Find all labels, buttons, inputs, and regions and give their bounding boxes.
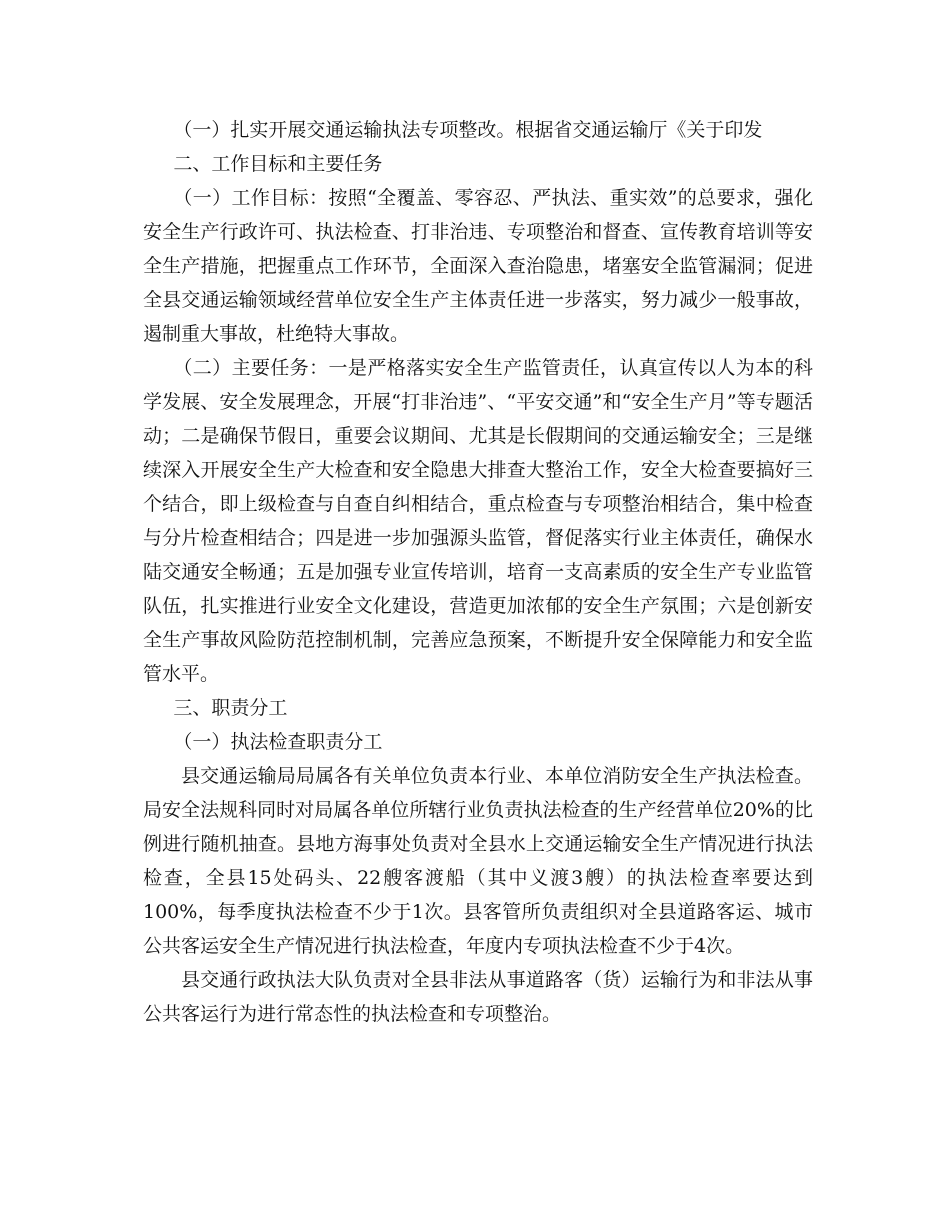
paragraph-work-goals: （一）工作目标：按照“全覆盖、零容忍、严执法、重实效”的总要求，强化安全生产行政许可、执法检查、打非治违、专项整治和督查、宣传教育培训等安全生产措施，把握重点工作环节，全面深入查治隐患，堵塞安全监管漏洞；促进全县交通运输领域经营单位安全生产主体责任进一步落实，努力减少一般事故，遏制重大事故，杜绝特大事故。 — [143, 187, 813, 345]
paragraph-enforcement-brigade-duties: 县交通行政执法大队负责对全县非法从事道路客（货）运输行为和非法从事公共客运行为进行常态性的执法检查和专项整治。 — [143, 969, 813, 1025]
paragraph-bureau-units-duties: 县交通运输局局属各有关单位负责本行业、本单位消防安全生产执法检查。局安全法规科同时对局属各单位所辖行业负责执法检查的生产经营单位20%的比例进行随机抽查。县地方海事处负责对全县水上交通运输安全生产情况进行执法检查，全县15处码头、22艘客渡船（其中义渡3艘）的执法检查率要达到100%，每季度执法检查不少于1次。县客管所负责组织对全县道路客运、城市公共客运安全生产情况进行执法检查，年度内专项执法检查不少于4次。 — [143, 765, 813, 957]
subsection-heading-enforcement-duties: （一）执法检查职责分工 — [173, 731, 383, 753]
section-item-enforcement-rectification: （一）扎实开展交通运输执法专项整改。根据省交通运输厅《关于印发 — [173, 119, 763, 141]
section-heading-responsibilities: 三、职责分工 — [173, 697, 288, 719]
document-body — [143, 113, 813, 1031]
paragraph-main-tasks: （二）主要任务：一是严格落实安全生产监管责任，认真宣传以人为本的科学发展、安全发展理念，开展“打非治违”、“平安交通”和“安全生产月”等专题活动；二是确保节假日，重要会议期间、尤其是长假期间的交通运输安全；三是继续深入开展安全生产大检查和安全隐患大排查大整治工作，安全大检查要搞好三个结合，即上级检查与自查自纠相结合，重点检查与专项整治相结合，集中检查与分片检查相结合；四是进一步加强源头监管，督促落实行业主体责任，确保水陆交通安全畅通；五是加强专业宣传培训，培育一支高素质的安全生产专业监管队伍，扎实推进行业安全文化建设，营造更加浓郁的安全生产氛围；六是创新安全生产事故风险防范控制机制，完善应急预案，不断提升安全保障能力和安全监管水平。 — [143, 357, 813, 685]
section-heading-goals-tasks: 二、工作目标和主要任务 — [173, 153, 383, 175]
